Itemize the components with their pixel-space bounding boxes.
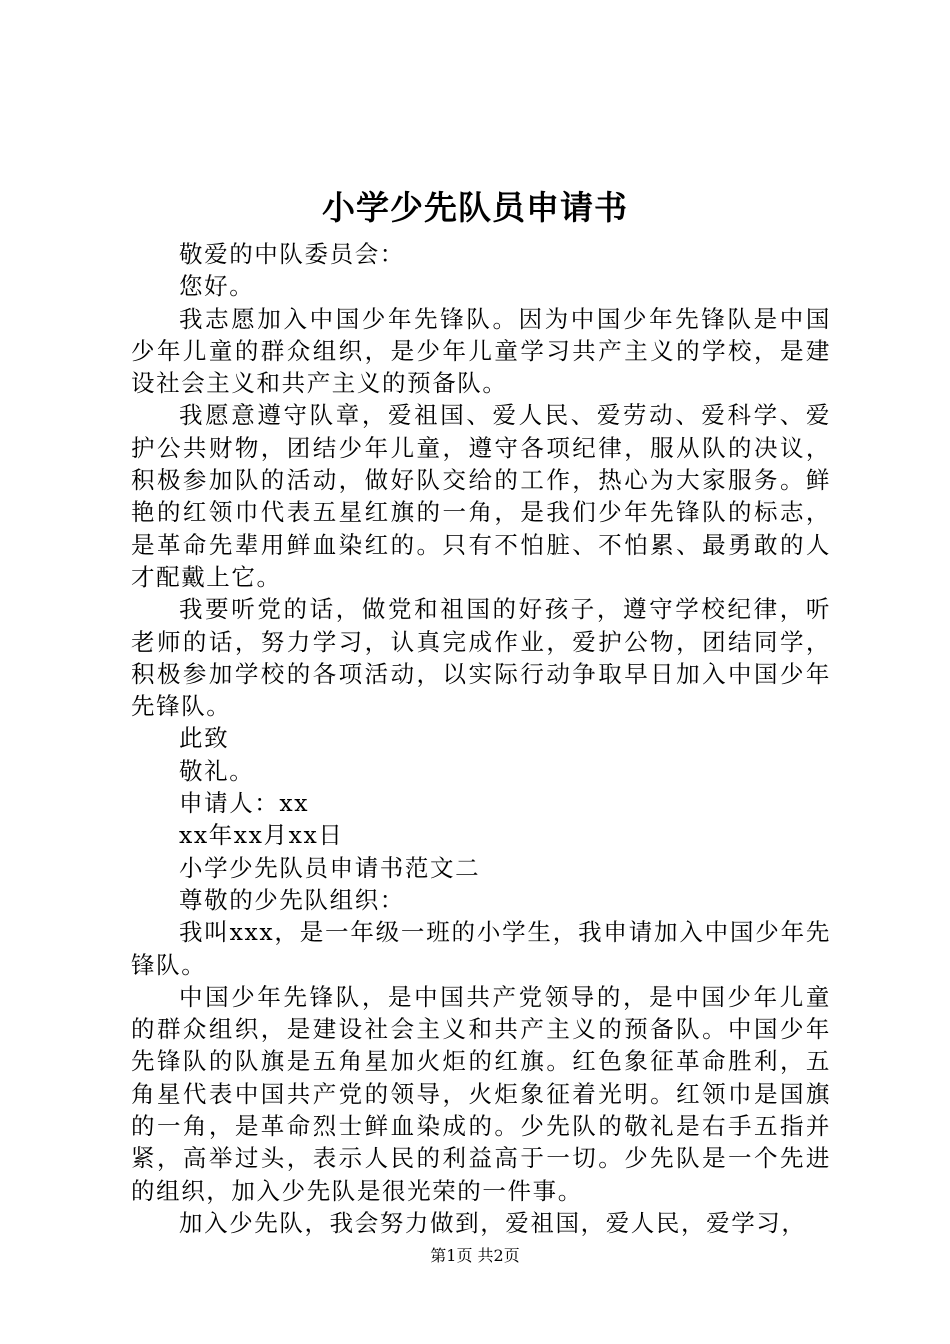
salutation: 尊敬的少先队组织： [179, 885, 405, 914]
date-line: xx年xx月xx日 [179, 821, 344, 850]
body-paragraph: 我要听党的话，做党和祖国的好孩子，遵守学校纪律，听老师的话，努力学习，认真完成作业，爱护公物，团结同学，积极参加学校的各项活动，以实际行动争取早日加入中国少年先锋队。 [131, 595, 831, 721]
page-footer: 第1页 共2页 [430, 1246, 520, 1265]
salutation: 敬爱的中队委员会： [179, 240, 405, 268]
body-paragraph: 加入少先队，我会努力做到，爱祖国，爱人民，爱学习， [179, 1208, 807, 1237]
body-paragraph: 我叫xxx，是一年级一班的小学生，我申请加入中国少年先锋队。 [131, 918, 831, 979]
body-paragraph: 我志愿加入中国少年先锋队。因为中国少年先锋队是中国少年儿童的群众组织，是少年儿童学习共产主义的学校，是建设社会主义和共产主义的预备队。 [131, 304, 831, 398]
greeting: 您好。 [179, 272, 255, 301]
body-paragraph: 中国少年先锋队，是中国共产党领导的，是中国少年儿童的群众组织，是建设社会主义和共产主义的预备队。中国少年先锋队的队旗是五角星加火炬的红旗。红色象征革命胜利，五角星代表中国共产党的领导，火炬象征着光明。红领巾是国旗的一角，是革命烈士鲜血染成的。少先队的敬礼是右手五指并紧，高举过头，表示人民的利益高于一切。少先队是一个先进的组织，加入少先队是很光荣的一件事。 [131, 982, 831, 1205]
applicant-line: 申请人：xx [179, 789, 310, 818]
section-heading: 小学少先队员申请书范文二 [179, 853, 481, 882]
document-title: 小学少先队员申请书 [322, 188, 628, 227]
body-paragraph: 我愿意遵守队章，爱祖国、爱人民、爱劳动、爱科学、爱护公共财物，团结少年儿童，遵守各项纪律，服从队的决议，积极参加队的活动，做好队交给的工作，热心为大家服务。鲜艳的红领巾代表五星红旗的一角，是我们少年先锋队的标志，是革命先辈用鲜血染红的。只有不怕脏、不怕累、最勇敢的人才配戴上它。 [131, 401, 831, 591]
closing-line: 此致 [179, 724, 230, 753]
document-body [131, 238, 831, 1239]
closing-salute: 敬礼。 [179, 756, 255, 785]
